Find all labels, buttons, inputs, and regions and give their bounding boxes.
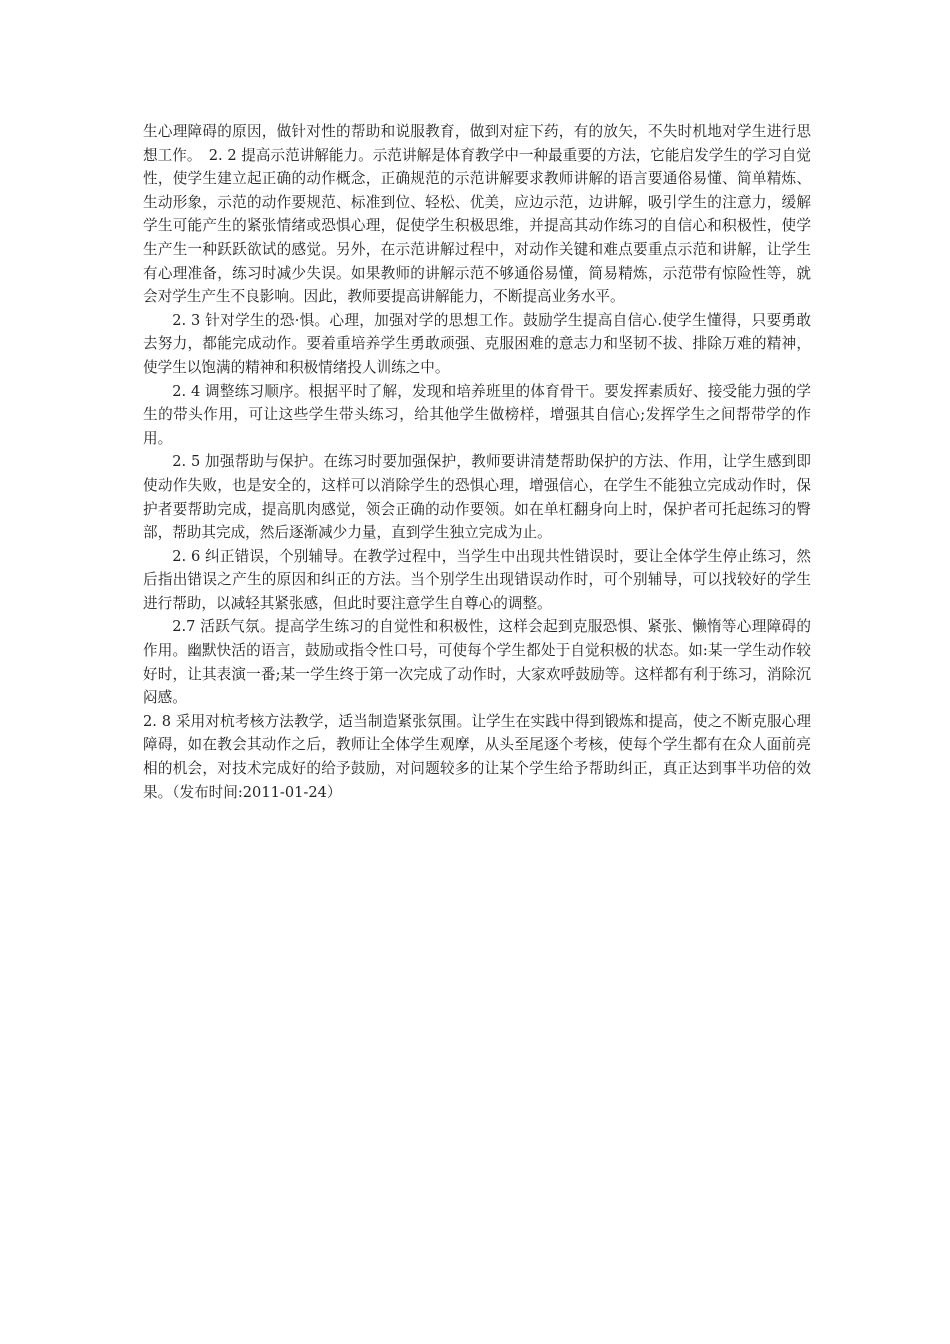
paragraph-2-6: 2. 6 纠正错误，个别辅导。在教学过程中，当学生中出现共性错误时，要让全体学生停止练习，然后指出错误之产生的原因和纠正的方法。当个别学生出现错误动作时，可个别辅导，可以找较好的学生进行帮助，以减轻其紧张感，但此时要注意学生自尊心的调整。 bbox=[143, 547, 811, 612]
document-body bbox=[143, 120, 811, 804]
paragraph-2-3: 2. 3 针对学生的恐·惧。心理，加强对学的思想工作。鼓励学生提高自信心.使学生懂得，只要勇敢去努力，都能完成动作。要着重培养学生勇敢顽强、克服困难的意志力和坚韧不拔、排除万难的精神，使学生以饱满的精神和积极情绪投人训练之中。 bbox=[143, 311, 811, 376]
paragraph-2-7: 2.7 活跃气氛。提高学生练习的自觉性和积极性，这样会起到克服恐惧、紧张、懒惰等心理障碍的作用。幽默快活的语言，鼓励或指令性口号，可使每个学生都处于自觉积极的状态。如:某一学生动作较好时，让其表演一番;某一学生终于第一次完成了动作时，大家欢呼鼓励等。这样都有利于练习，消除沉闷感。 bbox=[143, 618, 811, 707]
paragraph-2-5: 2. 5 加强帮助与保护。在练习时要加强保护，教师要讲清楚帮助保护的方法、作用，让学生感到即使动作失败，也是安全的，这样可以消除学生的恐惧心理，增强信心，在学生不能独立完成动作时，保护者要帮助完成，提高肌肉感觉，领会正确的动作要领。如在单杠翻身向上时，保护者可托起练习的臀部，帮助其完成，然后逐渐减少力量，直到学生独立完成为止。 bbox=[143, 453, 811, 542]
paragraph-continuation: 生心理障碍的原因，做针对性的帮助和说服教育，做到对症下药，有的放矢，不失时机地对学生进行思想工作。 2. 2 提高示范讲解能力。示范讲解是体育教学中一种最重要的方法，它能启发学生的学习自觉性，使学生建立起正确的动作概念，正确规范的示范讲解要求教师讲解的语言要通俗易懂、简单精炼、生动形象，示范的动作要规范、标准到位、轻松、优美，应边示范，边讲解，吸引学生的注意力，缓解学生可能产生的紧张情绪或恐惧心理，促使学生积极思维，并提高其动作练习的自信心和积极性，使学生产生一种跃跃欲试的感觉。另外，在示范讲解过程中，对动作关键和难点要重点示范和讲解，让学生有心理准备，练习时减少失误。如果教师的讲解示范不够通俗易懂，简易精炼，示范带有惊险性等，就会对学生产生不良影响。因此，教师要提高讲解能力，不断提高业务水平。 bbox=[143, 123, 811, 306]
paragraph-2-4: 2. 4 调整练习顺序。根据平时了解，发现和培养班里的体育骨干。要发挥素质好、接受能力强的学生的带头作用，可让这些学生带头练习，给其他学生做榜样，增强其自信心;发挥学生之间帮带学的作用。 bbox=[143, 382, 811, 447]
paragraph-2-8: 2. 8 采用对杭考核方法教学，适当制造紧张氛围。让学生在实践中得到锻炼和提高，使之不断克服心理障碍，如在教会其动作之后，教师让全体学生观摩，从头至尾逐个考核，使每个学生都有在众人面前亮相的机会，对技术完成好的给予鼓励，对问题较多的让某个学生给予帮助纠正，真正达到事半功倍的效果。（发布时间:2011-01-24） bbox=[143, 712, 811, 801]
